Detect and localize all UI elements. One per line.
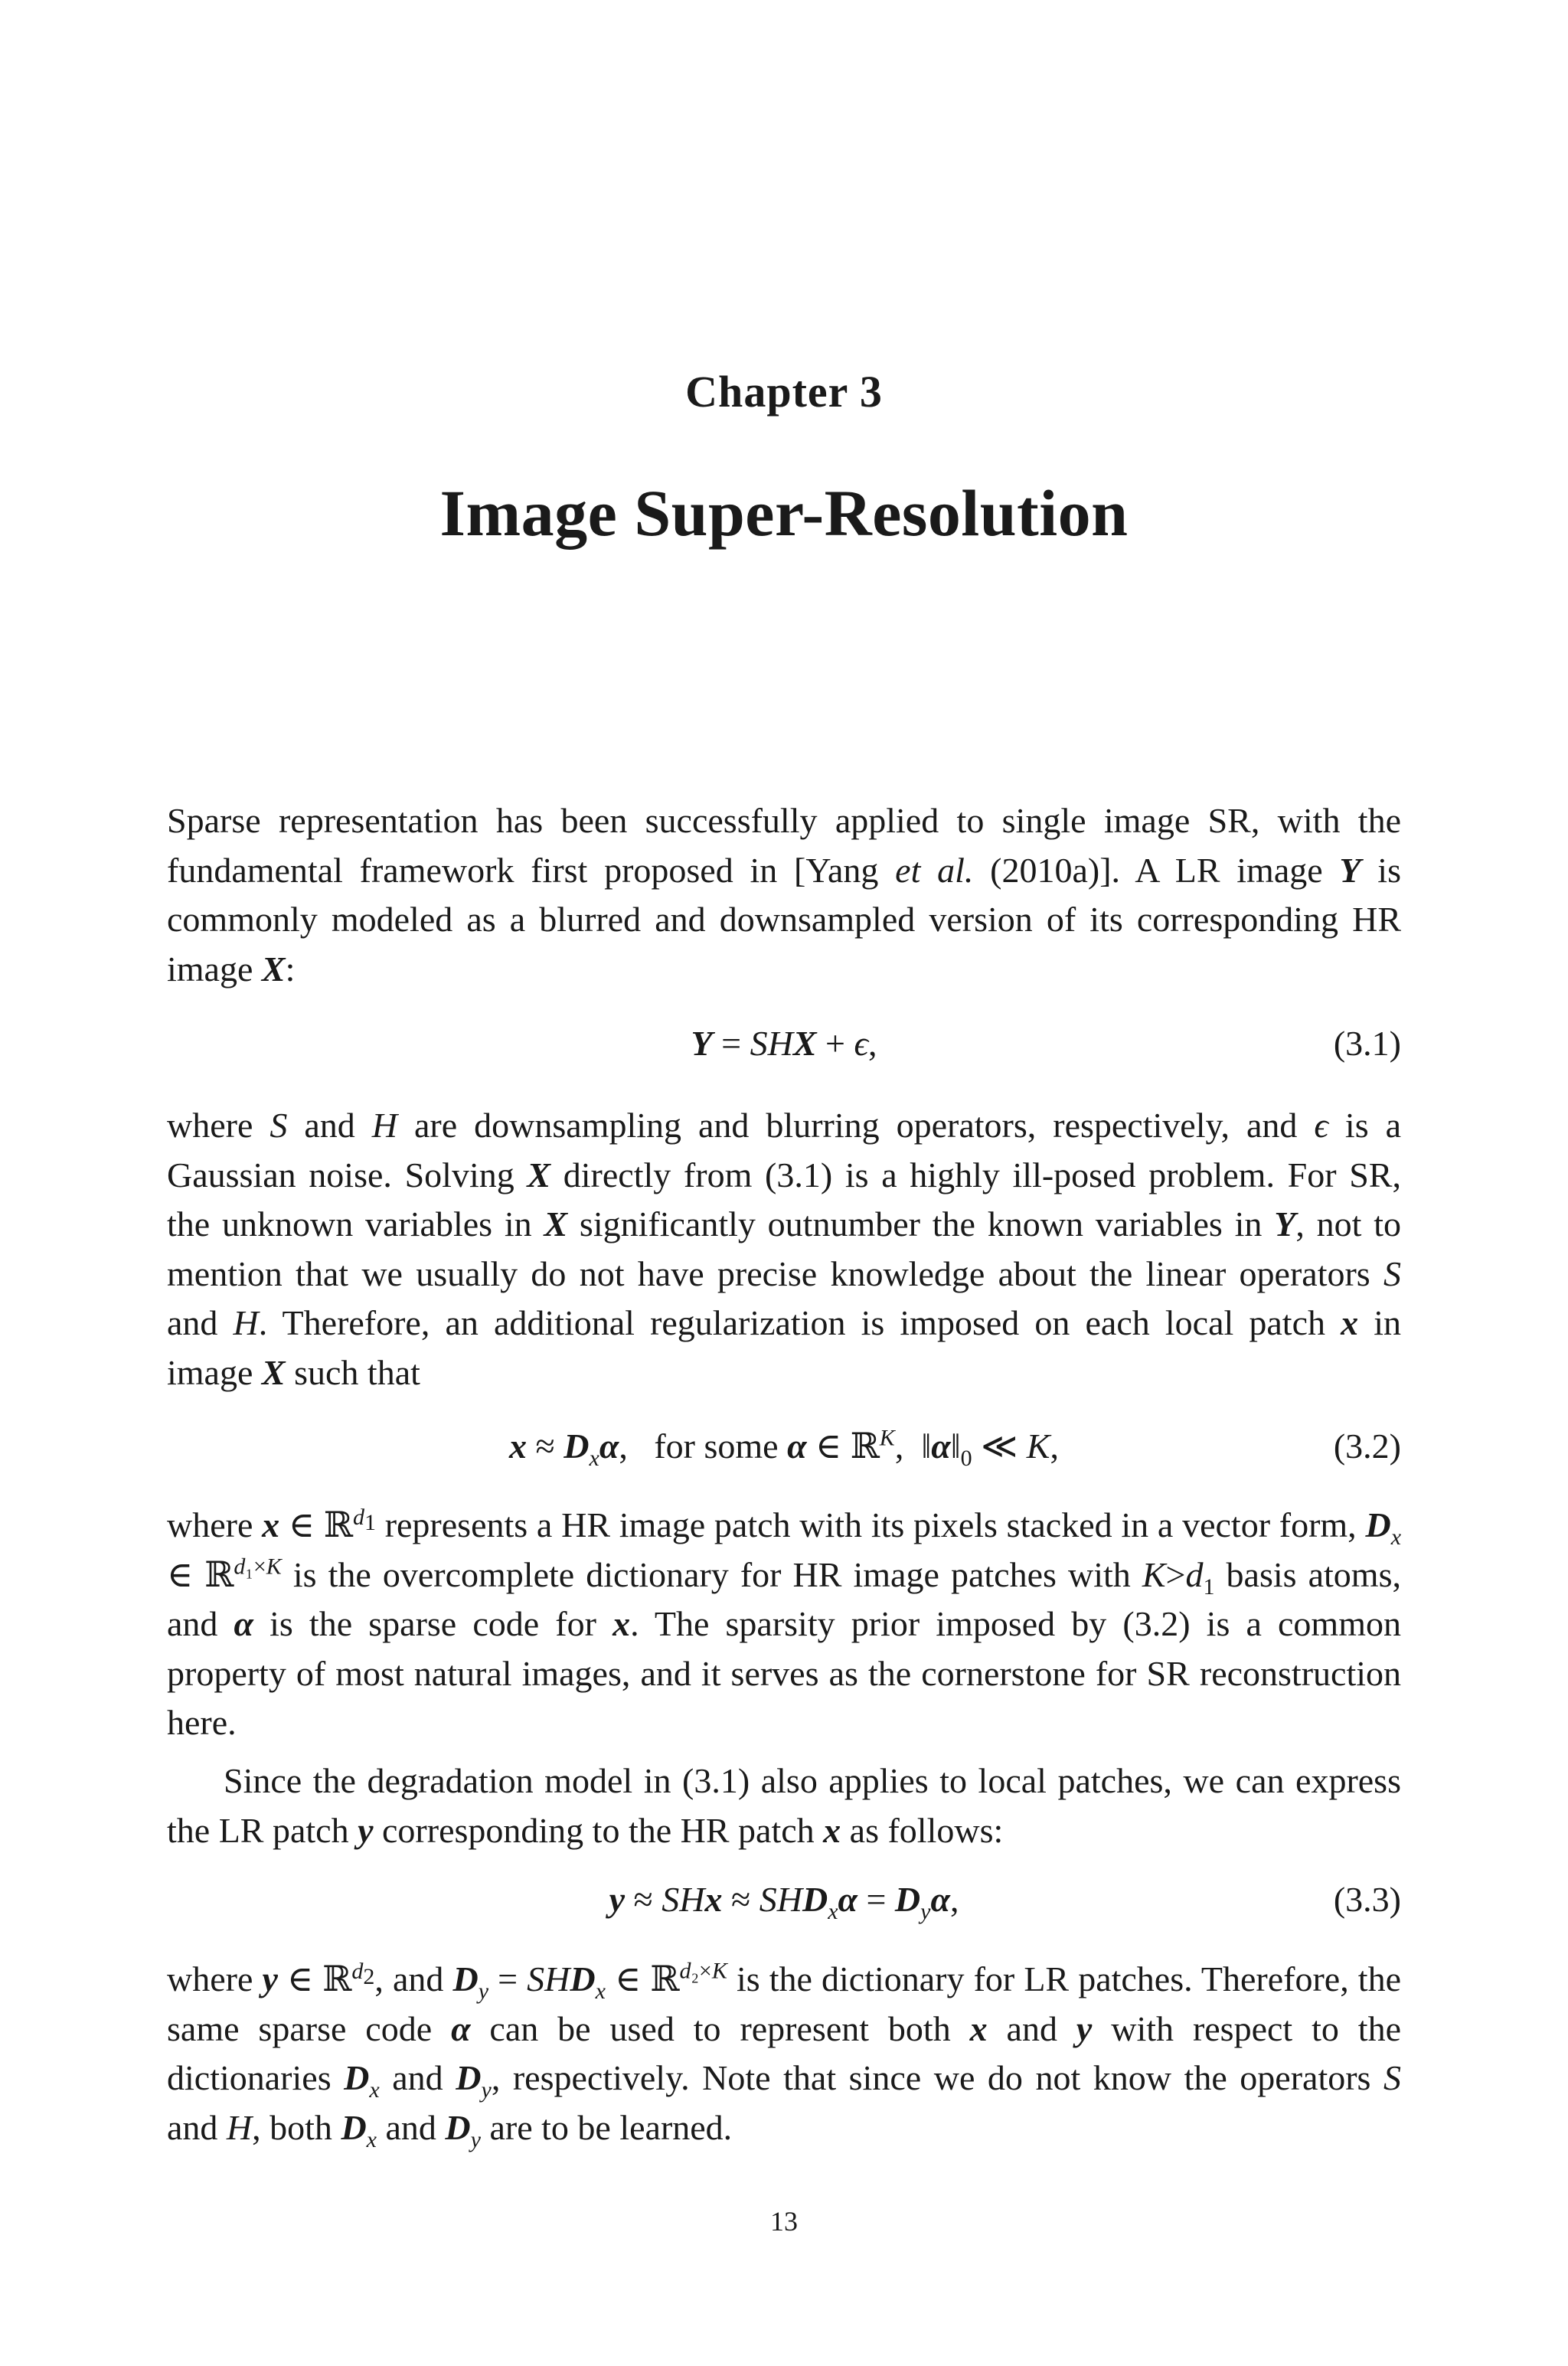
equation-number: (3.2) xyxy=(1333,1426,1401,1466)
paragraph-intro: Sparse representation has been successfully applied to single image SR, with the fundamental framework first proposed in [Yang et al. (2010a)]. A LR image Y is commonly modeled as a blurred and downsampled version of its corresponding HR image X: xyxy=(167,801,1401,989)
equation-body: y ≈ SHx ≈ $SHD_x\alpha = D_y\alpha$, xyxy=(609,1880,959,1925)
chapter-label: Chapter 3 xyxy=(685,367,883,417)
equation-3-2 xyxy=(167,1421,1401,1472)
paragraph-dictionaries: where y ∈ ℝ$^{d_2}$, and $D_y = SHD_x$ ∈ ℝ$^{d_2\times K}$ is the dictionary for LR patches. Therefore, the same sparse code α can be used to represent both x and y with respect to the dictionaries $D_x$ and $D_y$, respectively. Note that since we do not know the operators S and H, both $D_x$ and $D_y$ are to be learned. xyxy=(167,1958,1402,2152)
equation-3-3 xyxy=(167,1874,1401,1925)
page-number: 13 xyxy=(770,2206,798,2237)
equation-body: Y = SHX + ϵ, xyxy=(691,1024,877,1063)
equation-number: (3.1) xyxy=(1333,1024,1401,1063)
paragraph-degradation: where S and H are downsampling and blurring operators, respectively, and ϵ is a Gaussian noise. Solving X directly from (3.1) is a highly ill-posed problem. For SR, the unknown variables in X significantly outnumber the known variables in Y, not to mention that we usually do not have precise knowledge about the linear operators S and H. Therefore, an additional regularization is imposed on each local patch x in image X such that xyxy=(167,1106,1402,1392)
equation-3-1 xyxy=(167,1018,1401,1069)
paragraph-sparsity: where x ∈ ℝ$^{d_1}$ represents a HR image patch with its pixels stacked in a vector form, $D_x$ ∈ ℝ$^{d_1\times K}$ is the overcomplete dictionary for HR image patches with $K>d_1$ basis atoms, and α is the sparse code for x. The sparsity prior imposed by (3.2) is a common property of most natural images, and it serves as the cornerstone for SR reconstruction here. xyxy=(167,1504,1402,1742)
paragraph-lr-patch: Since the degradation model in (3.1) also applies to local patches, we can express the LR patch y corresponding to the HR patch x as follows: xyxy=(167,1761,1401,1850)
chapter-title: Image Super-Resolution xyxy=(439,476,1129,550)
equation-number: (3.3) xyxy=(1333,1880,1401,1919)
equation-body: $x \approx D_x\alpha$, for some α ∈ ℝ$^K$, $‖\alpha‖_0$ ≪ K, xyxy=(509,1425,1059,1472)
